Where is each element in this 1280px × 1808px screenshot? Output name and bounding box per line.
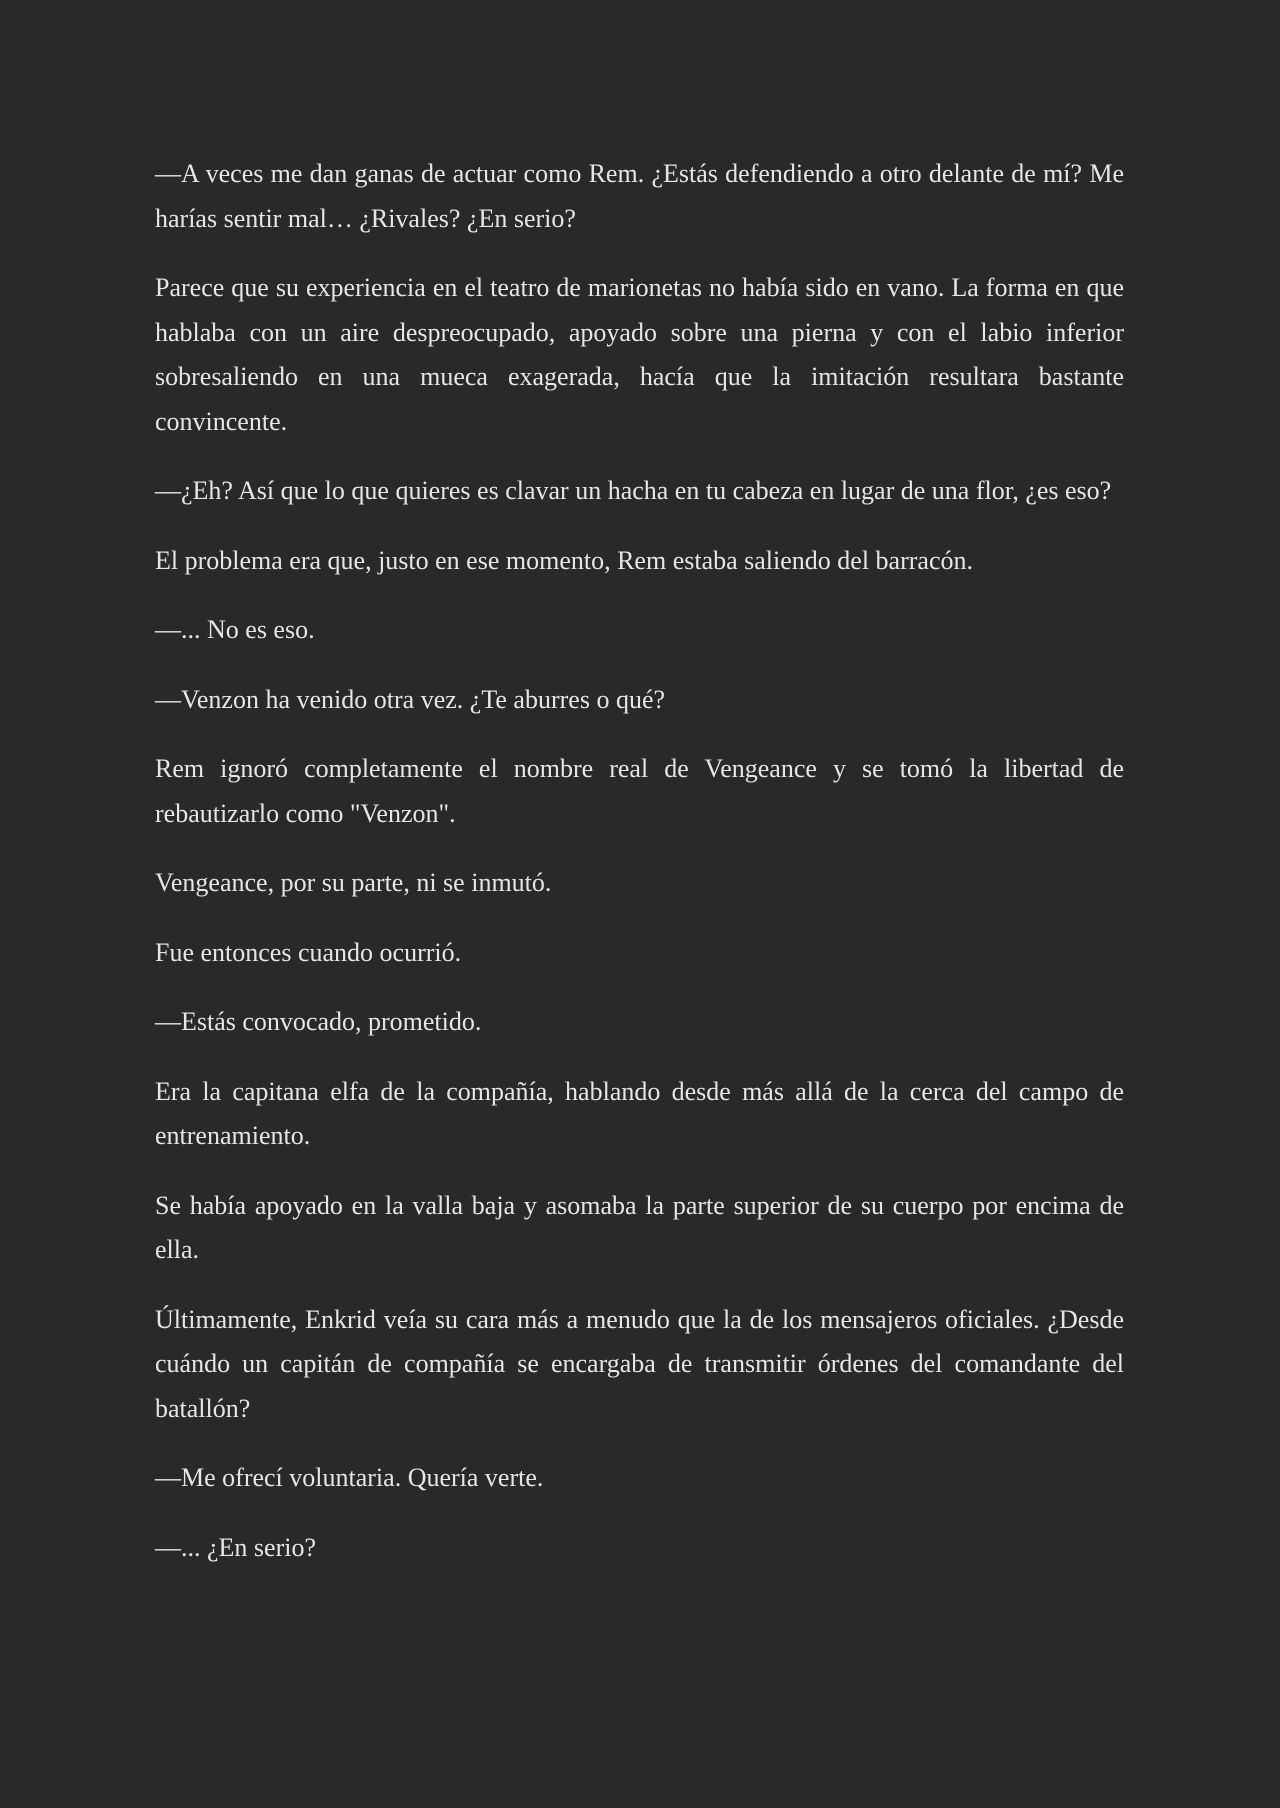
paragraph: El problema era que, justo en ese momento, Rem estaba saliendo del barracón. [155,545,973,575]
paragraph: Vengeance, por su parte, ni se inmutó. [155,868,552,897]
paragraph: Últimamente, Enkrid veía su cara más a menudo que la de los mensajeros oficiales. ¿Desde cuándo un capitán de compañía se encargaba de transmitir órdenes del comandante del batallón? [155,1304,1124,1423]
paragraph: Rem ignoró completamente el nombre real de Vengeance y se tomó la libertad de rebautizarlo como "Venzon". [155,754,1124,828]
paragraph: Se había apoyado en la valla baja y asomaba la parte superior de su cuerpo por encima de ella. [155,1190,1124,1264]
paragraph: —Me ofrecí voluntaria. Quería verte. [155,1463,544,1492]
paragraph: Fue entonces cuando ocurrió. [155,937,462,967]
paragraph: —... No es eso. [155,615,315,644]
document-body [155,152,1124,1595]
paragraph: —Estás convocado, prometido. [155,1007,482,1036]
paragraph: Parece que su experiencia en el teatro de marionetas no había sido en vano. La forma en que hablaba con un aire despreocupado, apoyado sobre una pierna y con el labio inferior sobresaliendo en una mueca exagerada, hacía que la imitación resultara bastante convincente. [155,273,1124,436]
paragraph: —... ¿En serio? [155,1532,317,1562]
paragraph: —Venzon ha venido otra vez. ¿Te aburres o qué? [155,684,666,714]
paragraph: —A veces me dan ganas de actuar como Rem. ¿Estás defendiendo a otro delante de mí? Me harías sentir mal… ¿Rivales? ¿En serio? [155,159,1124,233]
paragraph: Era la capitana elfa de la compañía, hablando desde más allá de la cerca del campo de entrenamiento. [155,1076,1124,1150]
paragraph: —¿Eh? Así que lo que quieres es clavar un hacha en tu cabeza en lugar de una flor, ¿es eso? [155,476,1112,505]
